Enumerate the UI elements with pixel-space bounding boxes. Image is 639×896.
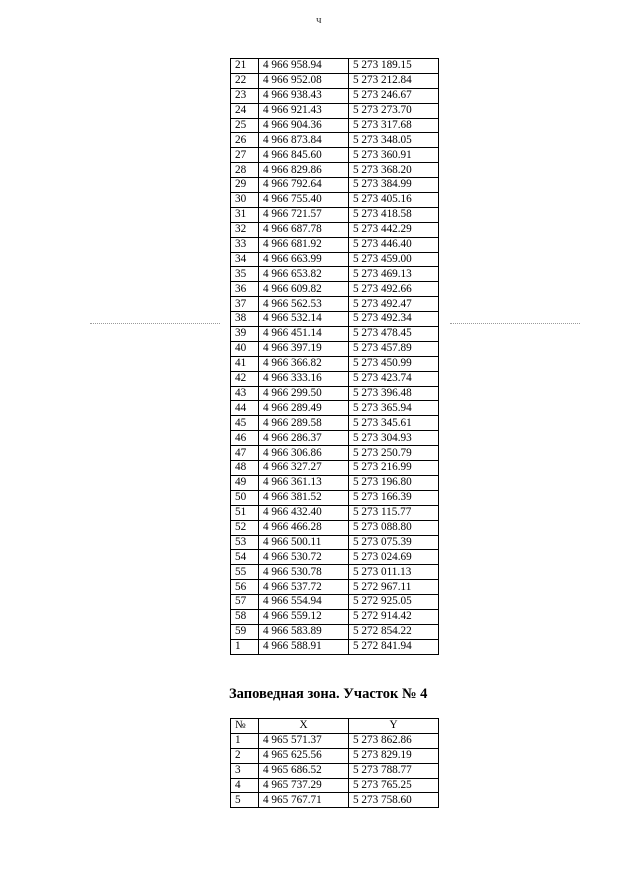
table-row [231,416,439,431]
y-coordinate: 5 273 829.19 [349,748,439,763]
table-row [231,639,439,654]
y-coordinate: 5 273 457.89 [349,341,439,356]
y-coordinate: 5 273 196.80 [349,475,439,490]
table-row [231,520,439,535]
point-number: 4 [231,778,259,793]
table-row [231,505,439,520]
x-coordinate: 4 966 904.36 [259,118,349,133]
y-coordinate: 5 273 317.68 [349,118,439,133]
x-coordinate: 4 966 687.78 [259,222,349,237]
x-coordinate: 4 966 530.78 [259,565,349,580]
point-number: 27 [231,148,259,163]
table-row [231,133,439,148]
point-number: 34 [231,252,259,267]
table-row [231,475,439,490]
y-coordinate: 5 273 788.77 [349,763,439,778]
table-row [231,371,439,386]
table-row [231,356,439,371]
y-coordinate: 5 272 925.05 [349,595,439,610]
y-coordinate: 5 273 459.00 [349,252,439,267]
x-coordinate: 4 966 721.57 [259,207,349,222]
y-coordinate: 5 273 075.39 [349,535,439,550]
x-coordinate: 4 966 361.13 [259,475,349,490]
table-row [231,267,439,282]
table-row [231,565,439,580]
table-row [231,595,439,610]
x-coordinate: 4 966 451.14 [259,327,349,342]
x-coordinate: 4 966 333.16 [259,371,349,386]
x-coordinate: 4 966 938.43 [259,88,349,103]
point-number: 52 [231,520,259,535]
x-coordinate: 4 966 829.86 [259,163,349,178]
point-number: 55 [231,565,259,580]
header-x: X [259,719,349,734]
x-coordinate: 4 966 397.19 [259,341,349,356]
coordinates-table [230,58,439,655]
y-coordinate: 5 273 418.58 [349,207,439,222]
point-number: 44 [231,401,259,416]
y-coordinate: 5 273 446.40 [349,237,439,252]
y-coordinate: 5 273 469.13 [349,267,439,282]
table-row [231,624,439,639]
y-coordinate: 5 273 024.69 [349,550,439,565]
table-row [231,327,439,342]
table-row [231,490,439,505]
y-coordinate: 5 273 212.84 [349,73,439,88]
x-coordinate: 4 966 663.99 [259,252,349,267]
y-coordinate: 5 273 189.15 [349,59,439,74]
x-coordinate: 4 966 562.53 [259,297,349,312]
point-number: 24 [231,103,259,118]
x-coordinate: 4 966 286.37 [259,431,349,446]
y-coordinate: 5 273 765.25 [349,778,439,793]
point-number: 45 [231,416,259,431]
plot4-coordinates-table-body [231,733,439,807]
y-coordinate: 5 273 348.05 [349,133,439,148]
y-coordinate: 5 273 360.91 [349,148,439,163]
y-coordinate: 5 272 967.11 [349,580,439,595]
y-coordinate: 5 273 088.80 [349,520,439,535]
scan-artifact-right [450,323,580,326]
y-coordinate: 5 273 365.94 [349,401,439,416]
point-number: 31 [231,207,259,222]
y-coordinate: 5 273 345.61 [349,416,439,431]
point-number: 58 [231,609,259,624]
y-coordinate: 5 273 216.99 [349,461,439,476]
y-coordinate: 5 273 862.86 [349,733,439,748]
point-number: 23 [231,88,259,103]
y-coordinate: 5 273 423.74 [349,371,439,386]
y-coordinate: 5 273 396.48 [349,386,439,401]
point-number: 41 [231,356,259,371]
point-number: 40 [231,341,259,356]
x-coordinate: 4 966 755.40 [259,193,349,208]
y-coordinate: 5 273 384.99 [349,178,439,193]
x-coordinate: 4 966 537.72 [259,580,349,595]
y-coordinate: 5 273 011.13 [349,565,439,580]
table-row [231,193,439,208]
table-row [231,386,439,401]
table-row [231,103,439,118]
point-number: 42 [231,371,259,386]
table-row [231,312,439,327]
y-coordinate: 5 273 273.70 [349,103,439,118]
table-row [231,148,439,163]
y-coordinate: 5 273 246.67 [349,88,439,103]
point-number: 33 [231,237,259,252]
x-coordinate: 4 966 588.91 [259,639,349,654]
x-coordinate: 4 966 921.43 [259,103,349,118]
table-row [231,748,439,763]
x-coordinate: 4 966 559.12 [259,609,349,624]
x-coordinate: 4 965 737.29 [259,778,349,793]
x-coordinate: 4 966 530.72 [259,550,349,565]
point-number: 53 [231,535,259,550]
table-row [231,73,439,88]
x-coordinate: 4 966 609.82 [259,282,349,297]
y-coordinate: 5 273 115.77 [349,505,439,520]
scan-artifact-left [90,323,220,326]
y-coordinate: 5 273 405.16 [349,193,439,208]
coordinates-table-body [231,59,439,655]
y-coordinate: 5 272 914.42 [349,609,439,624]
x-coordinate: 4 966 554.94 [259,595,349,610]
x-coordinate: 4 966 958.94 [259,59,349,74]
page-number: ч [316,14,322,26]
point-number: 56 [231,580,259,595]
y-coordinate: 5 273 304.93 [349,431,439,446]
x-coordinate: 4 965 625.56 [259,748,349,763]
x-coordinate: 4 966 306.86 [259,446,349,461]
point-number: 35 [231,267,259,282]
point-number: 1 [231,639,259,654]
table-row [231,222,439,237]
point-number: 3 [231,763,259,778]
x-coordinate: 4 966 366.82 [259,356,349,371]
table-row [231,763,439,778]
table-row [231,252,439,267]
y-coordinate: 5 273 492.47 [349,297,439,312]
x-coordinate: 4 965 767.71 [259,793,349,808]
plot4-coordinates-table [230,718,439,808]
table-row [231,609,439,624]
point-number: 50 [231,490,259,505]
table-row [231,461,439,476]
header-number: № [231,719,259,734]
y-coordinate: 5 273 492.66 [349,282,439,297]
point-number: 21 [231,59,259,74]
point-number: 1 [231,733,259,748]
point-number: 48 [231,461,259,476]
y-coordinate: 5 273 442.29 [349,222,439,237]
table-row [231,550,439,565]
table-row [231,733,439,748]
x-coordinate: 4 966 327.27 [259,461,349,476]
x-coordinate: 4 966 466.28 [259,520,349,535]
x-coordinate: 4 966 873.84 [259,133,349,148]
y-coordinate: 5 273 478.45 [349,327,439,342]
x-coordinate: 4 966 653.82 [259,267,349,282]
point-number: 37 [231,297,259,312]
table-row [231,88,439,103]
point-number: 26 [231,133,259,148]
x-coordinate: 4 965 686.52 [259,763,349,778]
table-header-row [231,719,439,734]
table-row [231,237,439,252]
point-number: 57 [231,595,259,610]
point-number: 2 [231,748,259,763]
y-coordinate: 5 273 368.20 [349,163,439,178]
y-coordinate: 5 273 492.34 [349,312,439,327]
point-number: 32 [231,222,259,237]
y-coordinate: 5 273 166.39 [349,490,439,505]
header-y: Y [349,719,439,734]
table-row [231,178,439,193]
x-coordinate: 4 966 289.58 [259,416,349,431]
point-number: 49 [231,475,259,490]
point-number: 46 [231,431,259,446]
x-coordinate: 4 966 681.92 [259,237,349,252]
y-coordinate: 5 273 450.99 [349,356,439,371]
point-number: 30 [231,193,259,208]
x-coordinate: 4 966 583.89 [259,624,349,639]
point-number: 47 [231,446,259,461]
table-row [231,163,439,178]
x-coordinate: 4 966 289.49 [259,401,349,416]
x-coordinate: 4 966 432.40 [259,505,349,520]
table-row [231,580,439,595]
point-number: 25 [231,118,259,133]
table-row [231,341,439,356]
point-number: 51 [231,505,259,520]
point-number: 28 [231,163,259,178]
table-row [231,535,439,550]
x-coordinate: 4 966 532.14 [259,312,349,327]
point-number: 38 [231,312,259,327]
table-row [231,118,439,133]
point-number: 36 [231,282,259,297]
x-coordinate: 4 966 792.64 [259,178,349,193]
x-coordinate: 4 966 500.11 [259,535,349,550]
y-coordinate: 5 272 841.94 [349,639,439,654]
y-coordinate: 5 273 250.79 [349,446,439,461]
point-number: 39 [231,327,259,342]
table-row [231,778,439,793]
table-row [231,401,439,416]
x-coordinate: 4 966 952.08 [259,73,349,88]
table-row [231,282,439,297]
point-number: 43 [231,386,259,401]
table-row [231,446,439,461]
x-coordinate: 4 966 845.60 [259,148,349,163]
point-number: 29 [231,178,259,193]
table-row [231,431,439,446]
table-row [231,207,439,222]
point-number: 54 [231,550,259,565]
y-coordinate: 5 273 758.60 [349,793,439,808]
table-row [231,793,439,808]
x-coordinate: 4 966 381.52 [259,490,349,505]
y-coordinate: 5 272 854.22 [349,624,439,639]
x-coordinate: 4 965 571.37 [259,733,349,748]
point-number: 59 [231,624,259,639]
point-number: 22 [231,73,259,88]
x-coordinate: 4 966 299.50 [259,386,349,401]
point-number: 5 [231,793,259,808]
table-row [231,59,439,74]
section-title: Заповедная зона. Участок № 4 [229,686,428,702]
table-row [231,297,439,312]
